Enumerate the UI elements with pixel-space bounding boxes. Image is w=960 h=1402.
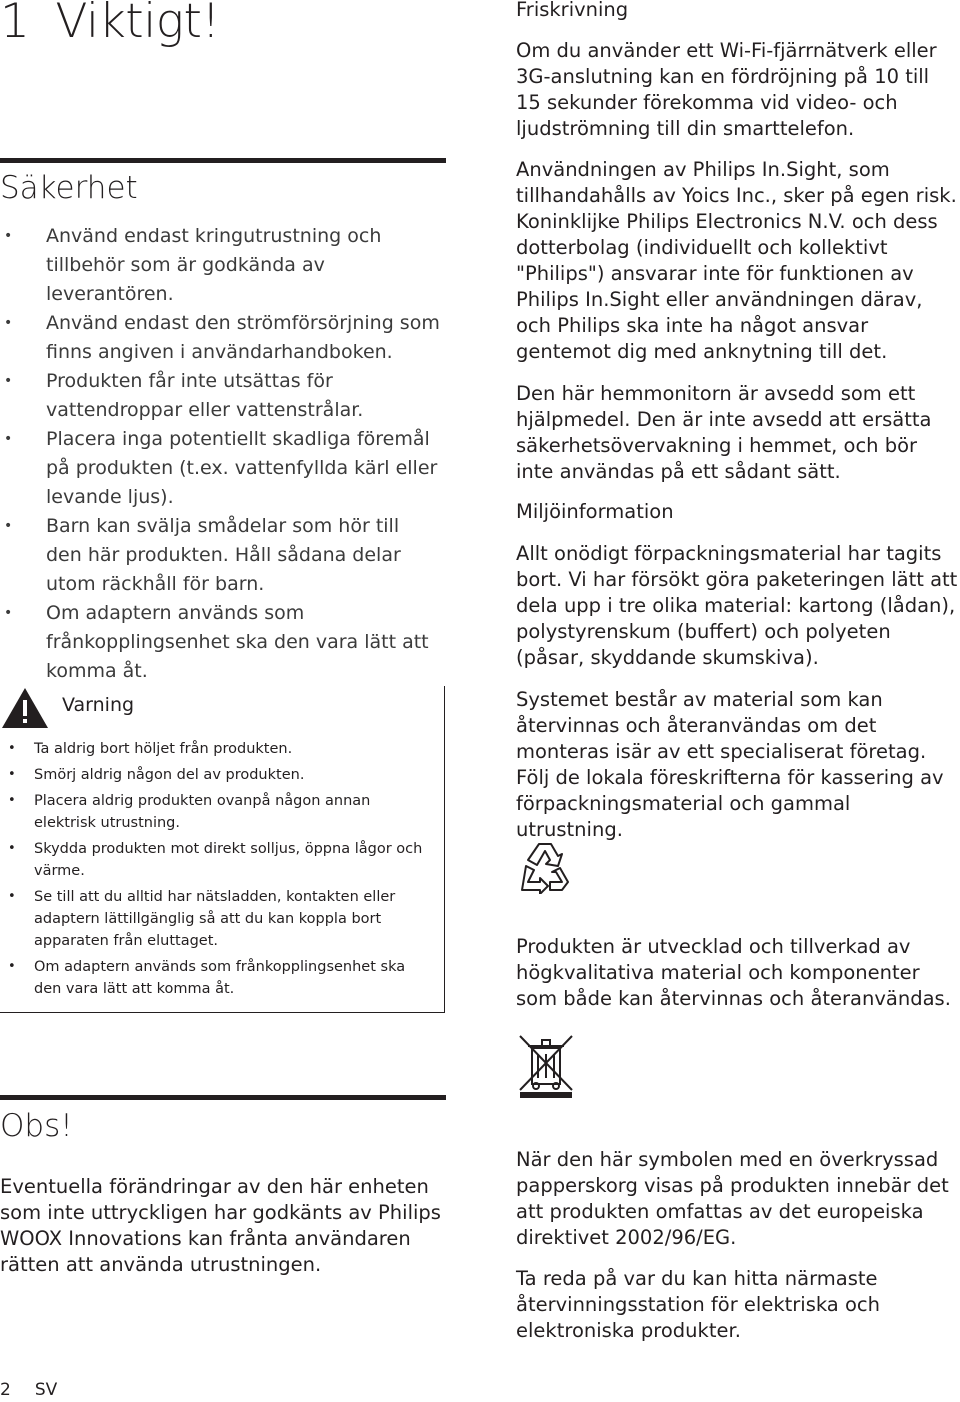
environment-heading: Miljöinformation: [516, 500, 674, 523]
warning-triangle-icon: [0, 686, 50, 730]
list-item: • Om adaptern används som frånkopplingsenhet ska den vara lätt att komma åt.: [0, 956, 430, 1000]
list-item: • Barn kan svälja smådelar som hör till den här produkten. Håll sådana delar utom räckhåll för barn.: [0, 512, 440, 599]
warning-list: [0, 738, 430, 1004]
page-number: 2: [0, 1380, 11, 1400]
list-item: • Produkten får inte utsättas för vattendroppar eller vattenstrålar.: [0, 367, 440, 425]
crossed-out-bin-icon: [516, 1034, 576, 1098]
disclaimer-heading: Friskrivning: [516, 0, 629, 21]
environment-paragraph: När den här symbolen med en överkryssad papperskorg visas på produkten innebär det att produkten omfattas av det europeiska direktivet 2002/96/EG.: [516, 1148, 949, 1249]
language-code: SV: [34, 1380, 58, 1400]
safety-heading: Säkerhet: [0, 170, 138, 206]
list-item: • Om adaptern används som frånkopplingsenhet ska den vara lätt att komma åt.: [0, 599, 440, 686]
chapter-title: [0, 0, 220, 49]
environment-paragraph: Systemet består av material som kan återvinnas och återanvändas om det monteras isär av ett specialiserat företag. Följ de lokala föreskrifterna för kassering av förpackningsmaterial och gammal utrustning.: [516, 688, 944, 841]
disclaimer-paragraph: Om du använder ett Wi-Fi-fjärrnätverk eller 3G-anslutning kan en fördröjning på 10 till 15 sekunder förekomma vid video- och ljudströmning till din smarttelefon.: [516, 39, 937, 140]
section-rule: [0, 158, 446, 163]
section-rule: [0, 1095, 446, 1100]
page-footer: [0, 1380, 57, 1400]
list-item: • Använd endast kringutrustning och tillbehör som är godkända av leverantören.: [0, 222, 440, 309]
list-item: • Placera inga potentiellt skadliga föremål på produkten (t.ex. vattenfyllda kärl eller levande ljus).: [0, 425, 440, 512]
recycle-icon: [516, 838, 574, 894]
list-item: • Skydda produkten mot direkt solljus, öppna lågor och värme.: [0, 838, 430, 882]
chapter-number: 1: [0, 0, 30, 49]
list-item: • Se till att du alltid har nätsladden, kontakten eller adaptern lättillgänglig så att du kan koppla bort apparaten från eluttaget.: [0, 886, 430, 952]
list-item: • Placera aldrig produkten ovanpå någon annan elektrisk utrustning.: [0, 790, 430, 834]
environment-paragraph: Produkten är utvecklad och tillverkad av högkvalitativa material och komponenter som både kan återvinnas och återanvändas.: [516, 935, 951, 1010]
environment-paragraph: Allt onödigt förpackningsmaterial har tagits bort. Vi har försökt göra paketeringen lätt att dela upp i tre olika material: kartong (lådan), polystyrenskum (buffert) och polyeten (påsar, skyddande skumskiva).: [516, 542, 958, 669]
obs-heading: Obs!: [0, 1108, 73, 1144]
list-item: • Smörj aldrig någon del av produkten.: [0, 764, 430, 786]
list-item: • Ta aldrig bort höljet från produkten.: [0, 738, 430, 760]
list-item: • Använd endast den strömförsörjning som finns angiven i användarhandboken.: [0, 309, 440, 367]
warning-title: Varning: [62, 694, 135, 716]
disclaimer-paragraph: Den här hemmonitorn är avsedd som ett hjälpmedel. Den är inte avsedd att ersätta säkerhetsövervakning i hemmet, och bör inte användas på ett sådant sätt.: [516, 382, 932, 483]
environment-paragraph: Ta reda på var du kan hitta närmaste återvinningsstation för elektriska och elektroniska produkter.: [516, 1267, 880, 1342]
obs-text: Eventuella förändringar av den här enheten som inte uttryckligen har godkänts av Philips WOOX Innovations kan frånta användaren rätten att använda utrustningen.: [0, 1175, 441, 1276]
disclaimer-paragraph: Användningen av Philips In.Sight, som tillhandahålls av Yoics Inc., sker på egen risk. Koninklijke Philips Electronics N.V. och dess dotterbolag (individuellt och kollektivt "Philips") ansvarar inte för funktionen av Philips In.Sight eller användningen därav, och Philips ska inte ha något ansvar gentemot dig med anknytning till det.: [516, 158, 957, 363]
chapter-title-text: Viktigt!: [55, 0, 220, 49]
safety-list: [0, 222, 440, 686]
